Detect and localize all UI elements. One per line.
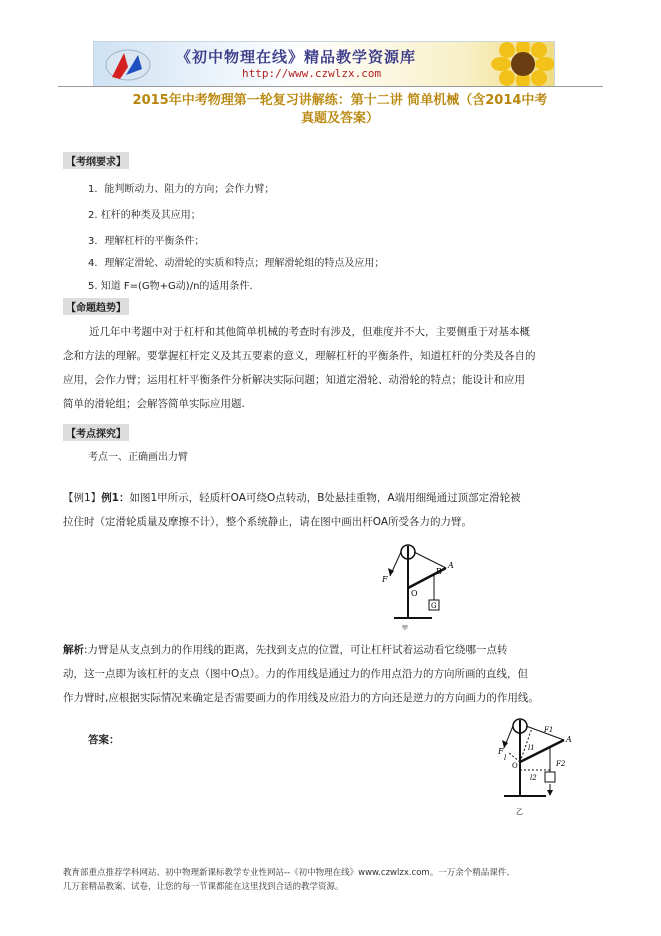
title-line-2: 真题及答案） [300,111,379,126]
document-title [80,92,600,128]
fig2-label-l: l [504,754,507,762]
fig1-label-B: B [436,567,442,576]
analysis-label: 解析 [63,644,84,656]
site-logo-icon [98,45,158,83]
site-banner [93,41,555,87]
title-line-1: 2015年中考物理第一轮复习讲解练：第十二讲 简单机械（含2014中考 [132,93,548,108]
banner-title: 《初中物理在线》精品教学资源库 [176,48,417,66]
section-header-explore: 【考点探究】 [63,424,129,441]
fig2-label-l1: l1 [528,744,535,752]
footer-line-2: 几万套精品教案、试卷，让您的每一节课都能在这里找到合适的教学资源。 [63,882,344,892]
fig2-label-O: O [512,762,518,770]
analysis-paragraph: 解析:力臂是从支点到力的作用线的距离，先找到支点的位置，可让杠杆试着运动看它绕哪一点转 动，这一点即为该杠杆的支点（图中O点）。力的作用线是通过力的作用点沿力的方向所画的直线，但 作力臂时,应根据实际情况来确定是否需要画力的作用线及应沿力的方向还是逆力的方向画力的作用线。 [63,644,539,704]
sunflower-icon [489,41,555,87]
fig2-label-F1: F1 [544,726,554,734]
section-header-trend: 【命题趋势】 [63,298,129,315]
banner-url[interactable]: http://www.czwlzx.com [242,67,382,80]
example-tag: 【例1】 [63,492,102,504]
fig2-label-F2: F2 [556,760,566,768]
syllabus-item: 4．理解定滑轮、动滑轮的实质和特点；理解滑轮组的特点及应用； [88,258,385,269]
fig1-label-O: O [411,589,418,598]
fig1-label-A: A [448,561,454,570]
footer-line-1: 教育部重点推荐学科网站、初中物理新课标教学专业性网站--《初中物理在线》www.czwlzx.com。一万余个精品课件、 [63,868,515,878]
fig2-label-F: F [498,747,504,756]
figure-2-lever-answer-diagram [498,714,588,818]
example-1: 【例1】例1：如图1甲所示，轻质杆OA可绕O点转动，B处悬挂重物，A端用细绳通过顶部定滑轮被 拉住时（定滑轮质量及摩擦不计），整个系统静止，请在图中画出杆OA所受各力的力臂。 [63,492,521,528]
fig2-caption: 乙 [516,808,523,816]
section-header-syllabus: 【考纲要求】 [63,152,129,169]
point-heading: 考点一、正确画出力臂 [88,452,188,463]
syllabus-item: 2. 杠杆的种类及其应用； [88,210,201,221]
fig2-label-l2: l2 [530,774,537,782]
example-label: 例1： [101,492,130,504]
header-rule [58,86,603,87]
fig1-label-F: F [382,575,388,584]
syllabus-item: 5. 知道 F=(G物+G动)/n的适用条件. [88,281,253,292]
fig1-label-G: G [431,602,437,610]
fig1-caption: 甲 [402,625,409,632]
answer-label: 答案： [88,734,120,746]
trend-paragraph: 近几年中考题中对于杠杆和其他简单机械的考查时有涉及，但难度并不大，主要侧重于对基本概 念和方法的理解。要掌握杠杆定义及其五要素的意义，理解杠杆的平衡条件，知道杠杆的分类及各自的 应用，会作力臂；运用杠杆平衡条件分析解决实际问题；知道定滑轮、动滑轮的特点；能设计和应用 简单的滑轮组；会解答简单实际应用题. [63,326,536,410]
syllabus-item: 1．能判断动力、阻力的方向；会作力臂； [88,184,275,195]
syllabus-item: 3．理解杠杆的平衡条件； [88,236,205,247]
fig2-label-A: A [566,735,572,744]
figure-1-lever-diagram [380,540,460,632]
